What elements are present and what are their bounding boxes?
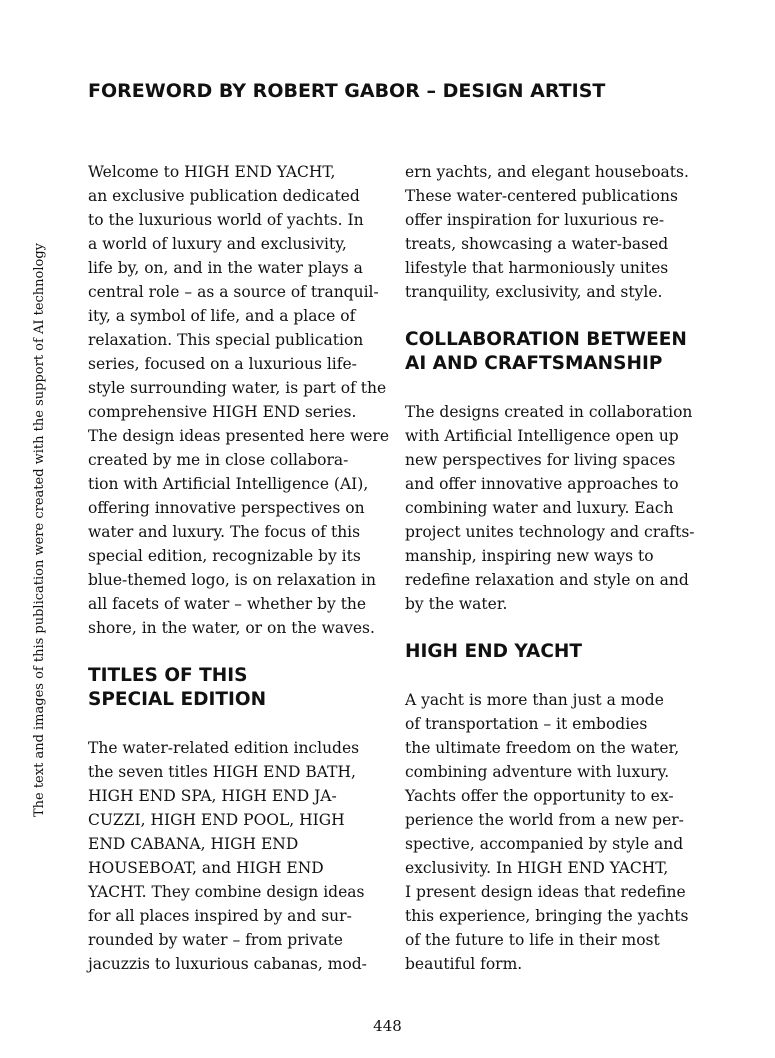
text-line: relaxation. This special publication <box>88 331 364 349</box>
text-line: COLLABORATION BETWEEN <box>405 329 687 350</box>
text-line: all facets of water – whether by the <box>88 595 367 613</box>
page-number: 448 <box>373 1017 402 1035</box>
text-line: AI AND CRAFTSMANSHIP <box>405 353 663 374</box>
text-line: by the water. <box>405 595 508 613</box>
titles-paragraph <box>88 736 388 976</box>
text-line: SPECIAL EDITION <box>88 689 267 710</box>
text-line: The design ideas presented here were <box>88 427 389 445</box>
text-line: shore, in the water, or on the waves. <box>88 619 375 637</box>
text-line: CUZZI, HIGH END POOL, HIGH <box>88 811 345 829</box>
text-line: an exclusive publication dedicated <box>88 187 360 205</box>
text-line: END CABANA, HIGH END <box>88 835 299 853</box>
text-line: blue-themed logo, is on relaxation in <box>88 571 376 589</box>
text-line: for all places inspired by and sur- <box>88 907 352 925</box>
text-line: new perspectives for living spaces <box>405 451 676 469</box>
collaboration-heading <box>405 328 705 376</box>
text-line: HIGH END SPA, HIGH END JA- <box>88 787 337 805</box>
text-line: beautiful form. <box>405 955 523 973</box>
text-line: central role – as a source of tranquil- <box>88 283 379 301</box>
text-line: project unites technology and crafts- <box>405 523 695 541</box>
text-line: redefine relaxation and style on and <box>405 571 689 589</box>
text-line: The designs created in collaboration <box>405 403 693 421</box>
text-line: a world of luxury and exclusivity, <box>88 235 347 253</box>
text-line: offering innovative perspectives on <box>88 499 365 517</box>
text-line: to the luxurious world of yachts. In <box>88 211 364 229</box>
text-line: of the future to life in their most <box>405 931 660 949</box>
collaboration-paragraph <box>405 400 705 616</box>
text-line: of transportation – it embodies <box>405 715 648 733</box>
text-line: water and luxury. The focus of this <box>88 523 361 541</box>
text-line: jacuzzis to luxurious cabanas, mod- <box>88 955 367 973</box>
text-line: rounded by water – from private <box>88 931 343 949</box>
text-line: Welcome to HIGH END YACHT, <box>88 163 336 181</box>
high-end-yacht-paragraph <box>405 688 705 976</box>
text-line: TITLES OF THIS <box>88 665 248 686</box>
text-line: treats, showcasing a water-based <box>405 235 669 253</box>
text-line: Yachts offer the opportunity to ex- <box>405 787 674 805</box>
right-column <box>405 160 705 976</box>
text-line: combining water and luxury. Each <box>405 499 674 517</box>
text-line: ity, a symbol of life, and a place of <box>88 307 356 325</box>
text-line: YACHT. They combine design ideas <box>88 883 365 901</box>
continuation-paragraph <box>405 160 705 304</box>
text-line: HIGH END YACHT <box>405 641 583 662</box>
text-line: offer inspiration for luxurious re- <box>405 211 665 229</box>
text-line: These water-centered publications <box>405 187 678 205</box>
text-line: exclusivity. In HIGH END YACHT, <box>405 859 669 877</box>
text-line: with Artificial Intelligence open up <box>405 427 679 445</box>
intro-paragraph <box>88 160 388 640</box>
text-line: created by me in close collabora- <box>88 451 349 469</box>
text-line: and offer innovative approaches to <box>405 475 679 493</box>
text-line: tion with Artificial Intelligence (AI), <box>88 475 369 493</box>
text-line: manship, inspiring new ways to <box>405 547 654 565</box>
text-line: style surrounding water, is part of the <box>88 379 387 397</box>
text-line: special edition, recognizable by its <box>88 547 361 565</box>
text-line: I present design ideas that redefine <box>405 883 686 901</box>
left-column <box>88 160 388 976</box>
text-line: The water-related edition includes <box>88 739 360 757</box>
high-end-yacht-heading <box>405 640 705 664</box>
text-line: life by, on, and in the water plays a <box>88 259 363 277</box>
text-line: ern yachts, and elegant houseboats. <box>405 163 689 181</box>
text-line: the seven titles HIGH END BATH, <box>88 763 356 781</box>
text-line: spective, accompanied by style and <box>405 835 684 853</box>
text-line: tranquility, exclusivity, and style. <box>405 283 663 301</box>
text-line: lifestyle that harmoniously unites <box>405 259 669 277</box>
text-line: perience the world from a new per- <box>405 811 684 829</box>
text-line: HOUSEBOAT, and HIGH END <box>88 859 324 877</box>
text-line: this experience, bringing the yachts <box>405 907 689 925</box>
page-title: FOREWORD BY ROBERT GABOR – DESIGN ARTIST <box>88 80 606 102</box>
text-line: series, focused on a luxurious life- <box>88 355 357 373</box>
text-line: A yacht is more than just a mode <box>405 691 664 709</box>
titles-heading <box>88 664 388 712</box>
text-line: the ultimate freedom on the water, <box>405 739 680 757</box>
ai-disclaimer-note: The text and images of this publication were created with the support of AI technology <box>32 242 47 818</box>
text-line: comprehensive HIGH END series. <box>88 403 357 421</box>
text-line: combining adventure with luxury. <box>405 763 670 781</box>
